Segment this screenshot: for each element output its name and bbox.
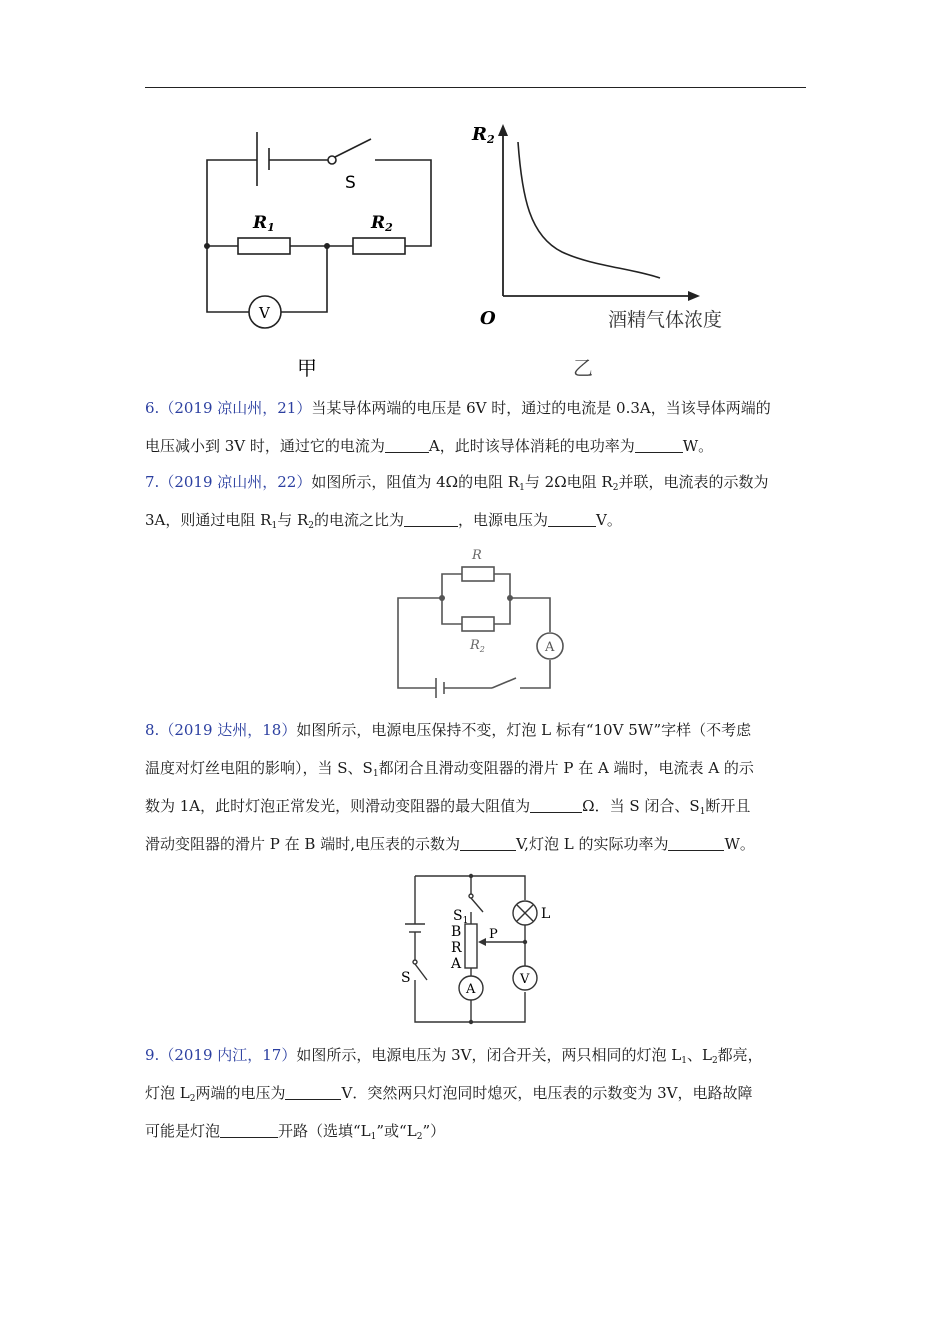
s-label: S xyxy=(401,970,411,986)
q8-line4: 滑动变阻器的滑片 P 在 B 端时,电压表的示数为 V,灯泡 L 的实际功率为 W。 xyxy=(145,835,755,853)
voltmeter-label: V xyxy=(259,304,270,322)
y-axis-label: R2 xyxy=(472,124,495,146)
r-label: R xyxy=(451,940,462,956)
rheostat xyxy=(465,924,477,968)
wire-top-left xyxy=(207,160,257,246)
junction-left xyxy=(204,243,210,249)
switch-blade xyxy=(335,139,371,157)
junction-bottom xyxy=(469,1020,473,1024)
origin-label: O xyxy=(480,308,496,329)
resistor-r xyxy=(462,567,494,581)
answer-blank xyxy=(285,1083,341,1100)
q8-line1: 8.（2019 达州，18）如图所示，电源电压保持不变，灯泡 L 标有“10V 5W”字样（不考虑 xyxy=(145,721,752,739)
switch-s-blade xyxy=(415,964,427,980)
q6-number: 6. xyxy=(145,399,160,417)
wire-right xyxy=(510,598,550,688)
answer-blank xyxy=(548,510,596,527)
x-arrow xyxy=(688,291,700,301)
switch-s1-blade xyxy=(471,898,483,912)
q7-line1: 7.（2019 凉山州，22）如图所示，阻值为 4Ω的电阻 $R_1$与 2Ω电阻 $R_2$并联，电流表的示数为 xyxy=(145,473,769,493)
answer-blank xyxy=(385,436,429,453)
graph-yi xyxy=(470,118,770,383)
q6-line1: 6.（2019 凉山州，21）当某导体两端的电压是 6V 时，通过的电流是 0.3A，当该导体两端的 xyxy=(145,399,771,417)
q8-number: 8. xyxy=(145,721,160,739)
junction-right xyxy=(507,595,513,601)
wire-outer xyxy=(415,876,525,900)
x-axis-label: 酒精气体浓度 xyxy=(608,309,723,331)
ammeter-label: A xyxy=(545,640,555,655)
circuit-q7 xyxy=(390,542,570,700)
junction-mid xyxy=(324,243,330,249)
a-label: A xyxy=(451,956,462,972)
q7-number: 7. xyxy=(145,473,160,491)
q9-line1: 9.（2019 内江，17）如图所示，电源电压为 3V，闭合开关，两只相同的灯泡 $L_1$、$L_2$都亮， xyxy=(145,1046,763,1066)
q9-line3: 可能是灯泡 开路（选填“$L_1$”或“$L_2$”） xyxy=(145,1122,446,1142)
b-label: B xyxy=(451,924,462,940)
caption-yi: 乙 xyxy=(573,356,593,380)
curve xyxy=(518,142,660,278)
junction-top xyxy=(469,874,473,878)
wire-left xyxy=(398,598,442,688)
question-7 xyxy=(145,463,815,539)
answer-blank xyxy=(530,796,582,813)
q9-source: （2019 内江，17） xyxy=(159,1046,297,1064)
r-bottom-label: $R_2$ xyxy=(470,638,485,654)
q9-number: 9. xyxy=(145,1046,160,1064)
answer-blank xyxy=(220,1121,278,1138)
resistor-r2 xyxy=(462,617,494,631)
q7-source: （2019 凉山州，22） xyxy=(159,473,312,491)
p-label: P xyxy=(489,927,498,942)
answer-blank xyxy=(404,510,458,527)
q8-line2: 温度对灯丝电阻的影响），当 S、$S_1$都闭合且滑动变阻器的滑片 P 在 A 端时，电流表 A 的示 xyxy=(145,759,754,779)
question-6 xyxy=(145,389,815,465)
answer-blank xyxy=(668,834,724,851)
voltmeter-label: V xyxy=(520,972,530,987)
answer-blank xyxy=(635,436,683,453)
q6-source: （2019 凉山州，21） xyxy=(159,399,312,417)
junction-left xyxy=(439,595,445,601)
ammeter-label: A xyxy=(466,982,476,997)
r-top-label: R xyxy=(472,548,482,563)
s1-label: $S_1$ xyxy=(453,908,469,926)
header-rule xyxy=(145,87,806,88)
circuit-q8 xyxy=(395,868,551,1028)
question-9 xyxy=(145,1036,815,1150)
q7-line2: 3A，则通过电阻 $R_1$与 $R_2$的电流之比为 ，电源电压为 V。 xyxy=(145,511,622,531)
wire-bottom-loop xyxy=(442,598,510,624)
q6-line2: 电压减小到 3V 时，通过它的电流为 A，此时该导体消耗的电功率为 W。 xyxy=(145,437,714,455)
caption-jia: 甲 xyxy=(297,356,317,380)
wire-top-loop xyxy=(442,574,510,598)
l-label: L xyxy=(541,906,551,922)
switch-s1-pivot xyxy=(469,894,473,898)
slider-arrow xyxy=(478,938,486,946)
switch-blade xyxy=(492,678,516,688)
circuit-jia xyxy=(195,120,455,385)
question-8 xyxy=(145,711,815,863)
resistor-r1 xyxy=(238,238,290,254)
r2-label: R2 xyxy=(371,213,393,234)
junction-lamp xyxy=(523,940,527,944)
r1-label: R1 xyxy=(253,213,275,234)
wire-top-right xyxy=(375,160,431,246)
wire-voltmeter xyxy=(207,246,327,312)
resistor-r2 xyxy=(353,238,405,254)
switch-s-pivot xyxy=(413,960,417,964)
switch-label: S xyxy=(345,173,356,193)
switch-pivot xyxy=(328,156,336,164)
y-arrow xyxy=(498,124,508,136)
q8-line3: 数为 1A，此时灯泡正常发光，则滑动变阻器的最大阻值为 Ω．当 S 闭合、$S_1$断开且 xyxy=(145,797,751,817)
q9-line2: 灯泡 $L_2$两端的电压为 V．突然两只灯泡同时熄灭，电压表的示数变为 3V，电路故障 xyxy=(145,1084,753,1104)
q8-source: （2019 达州，18） xyxy=(159,721,297,739)
answer-blank xyxy=(460,834,516,851)
